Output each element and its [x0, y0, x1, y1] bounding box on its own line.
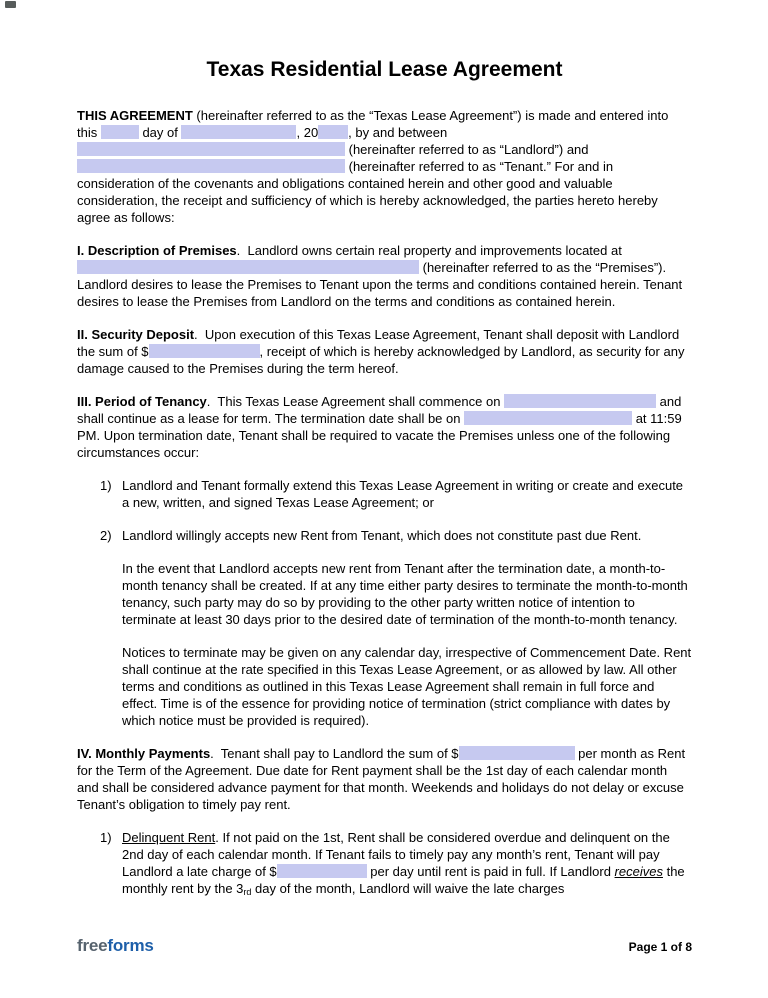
- monthly-rent-amount-field[interactable]: [459, 746, 575, 760]
- year-field[interactable]: [318, 125, 348, 139]
- security-deposit-text-1: . Upon execution of this Texas Lease Agreement, Tenant shall deposit with Landlord the sum of $: [77, 327, 680, 359]
- delinquent-rent-clause-number: 1): [100, 830, 112, 845]
- security-deposit-section: [77, 326, 692, 377]
- tenant-name-field[interactable]: [77, 159, 345, 173]
- premises-text-1: . Landlord owns certain real property and improvements located at: [236, 243, 622, 258]
- tenancy-clause-2: [100, 527, 692, 544]
- period-of-tenancy-heading: III. Period of Tenancy: [77, 394, 207, 409]
- tenancy-clause-1: [100, 477, 692, 511]
- monthly-payments-heading: IV. Monthly Payments: [77, 746, 211, 761]
- page-number: Page 1 of 8: [628, 940, 692, 954]
- tenancy-clause-2-number: 2): [100, 528, 112, 543]
- brand-forms-text: forms: [107, 936, 154, 955]
- delinquent-rent-text-2: per day until rent is paid in full. If Landlord: [366, 864, 615, 879]
- delinquent-rent-text-3: the monthly rent by the 3: [122, 864, 685, 896]
- security-deposit-text-2: , receipt of which is hereby acknowledged by Landlord, as security for any damage caused to the Premises during the term hereof.: [77, 344, 685, 376]
- delinquent-rent-label: Delinquent Rent: [122, 830, 216, 845]
- premises-heading: I. Description of Premises: [77, 243, 237, 258]
- premises-address-field[interactable]: [77, 260, 419, 274]
- tenancy-text-1: . This Texas Lease Agreement shall commence on: [206, 394, 505, 409]
- month-field[interactable]: [181, 125, 296, 139]
- intro-lead-in: THIS AGREEMENT: [77, 108, 193, 123]
- intro-paragraph: [77, 107, 692, 226]
- page-footer: [77, 937, 692, 956]
- monthly-payments-text-2: per month as Rent for the Term of the Agreement. Due date for Rent payment shall be the 1st day of each calendar month and shall be considered advance payment for that month. Weekends and holidays do not delay or excuse Tenant’s obligation to timely pay rent.: [77, 746, 686, 812]
- period-of-tenancy-section: [77, 393, 692, 461]
- scan-artifact: [5, 1, 16, 8]
- tenancy-clause-2-text: Landlord willingly accepts new Rent from Tenant, which does not constitute past due Rent.: [122, 528, 642, 543]
- tenancy-text-2: and shall continue as a lease for term. The termination date shall be on: [77, 394, 682, 426]
- intro-text-6: (hereinafter referred to as “Tenant.” For and in consideration of the covenants and obligations contained herein and other good and valuable consideration, the receipt and sufficiency of which is hereby acknowledged, the parties hereto hereby agree as follows:: [77, 159, 658, 225]
- delinquent-rent-text-4: day of the month, Landlord will waive the late charges: [251, 881, 565, 896]
- tenancy-clause-1-text: Landlord and Tenant formally extend this Texas Lease Agreement in writing or create and execute a new, written, and signed Texas Lease Agreement; or: [122, 478, 684, 510]
- document-title: Texas Residential Lease Agreement: [206, 58, 563, 81]
- tenancy-text-3: at 11:59 PM. Upon termination date, Tenant shall be required to vacate the Premises unless one of the following circumstances occur:: [77, 411, 682, 460]
- tenancy-clause-1-number: 1): [100, 478, 112, 493]
- late-charge-amount-field[interactable]: [277, 864, 367, 878]
- month-to-month-paragraph: In the event that Landlord accepts new rent from Tenant after the termination date, a month-to- month tenancy shall be created. If at any time either party desires to terminate the month-to-month tenancy, such party may do so by providing to the other party written notice of intention to terminate at least 30 days prior to the desired date of termination of the month-to-month tenancy.: [122, 561, 688, 627]
- termination-notice-paragraph: Notices to terminate may be given on any calendar day, irrespective of Commencement Date. Rent shall continue at the rate specified in this Texas Lease Agreement, or as allowed by law. All other terms and conditions as outlined in this Texas Lease Agreement shall remain in full force and effect. Time is of the essence for providing notice of termination (strict compliance with dates by which notice must be provided is required).: [122, 645, 692, 728]
- delinquent-rent-clause: [100, 829, 692, 901]
- premises-section: [77, 242, 692, 310]
- receives-emphasis: receives: [614, 864, 663, 879]
- landlord-name-field[interactable]: [77, 142, 345, 156]
- intro-text-1: (hereinafter referred to as the “Texas Lease Agreement”) is made and entered into this: [77, 108, 669, 140]
- ordinal-suffix: rd: [243, 887, 252, 897]
- brand-free-text: free: [77, 936, 108, 955]
- commencement-date-field[interactable]: [504, 394, 656, 408]
- intro-text-3: , 20: [296, 125, 319, 140]
- delinquent-rent-text-1: . If not paid on the 1st, Rent shall be considered overdue and delinquent on the 2nd day of each calendar month. If Tenant fails to timely pay any month’s rent, Tenant will pay Landlord a late charge of $: [122, 830, 670, 879]
- security-deposit-heading: II. Security Deposit: [77, 327, 195, 342]
- security-deposit-amount-field[interactable]: [149, 344, 260, 358]
- intro-text-2: day of: [138, 125, 182, 140]
- intro-text-5: (hereinafter referred to as “Landlord”) and: [345, 142, 589, 157]
- termination-date-field[interactable]: [464, 411, 632, 425]
- freeforms-logo: [77, 937, 154, 954]
- monthly-payments-text-1: . Tenant shall pay to Landlord the sum of $: [210, 746, 459, 761]
- day-field[interactable]: [101, 125, 139, 139]
- intro-text-4: , by and between: [348, 125, 448, 140]
- delinquent-rent-clause-text: [122, 829, 692, 901]
- premises-text-2: (hereinafter referred to as the “Premises”). Landlord desires to lease the Premises to Tenant upon the terms and conditions contained herein. Tenant desires to lease the Premises from Landlord on the terms and conditions as contained herein.: [77, 260, 683, 309]
- monthly-payments-section: [77, 745, 692, 813]
